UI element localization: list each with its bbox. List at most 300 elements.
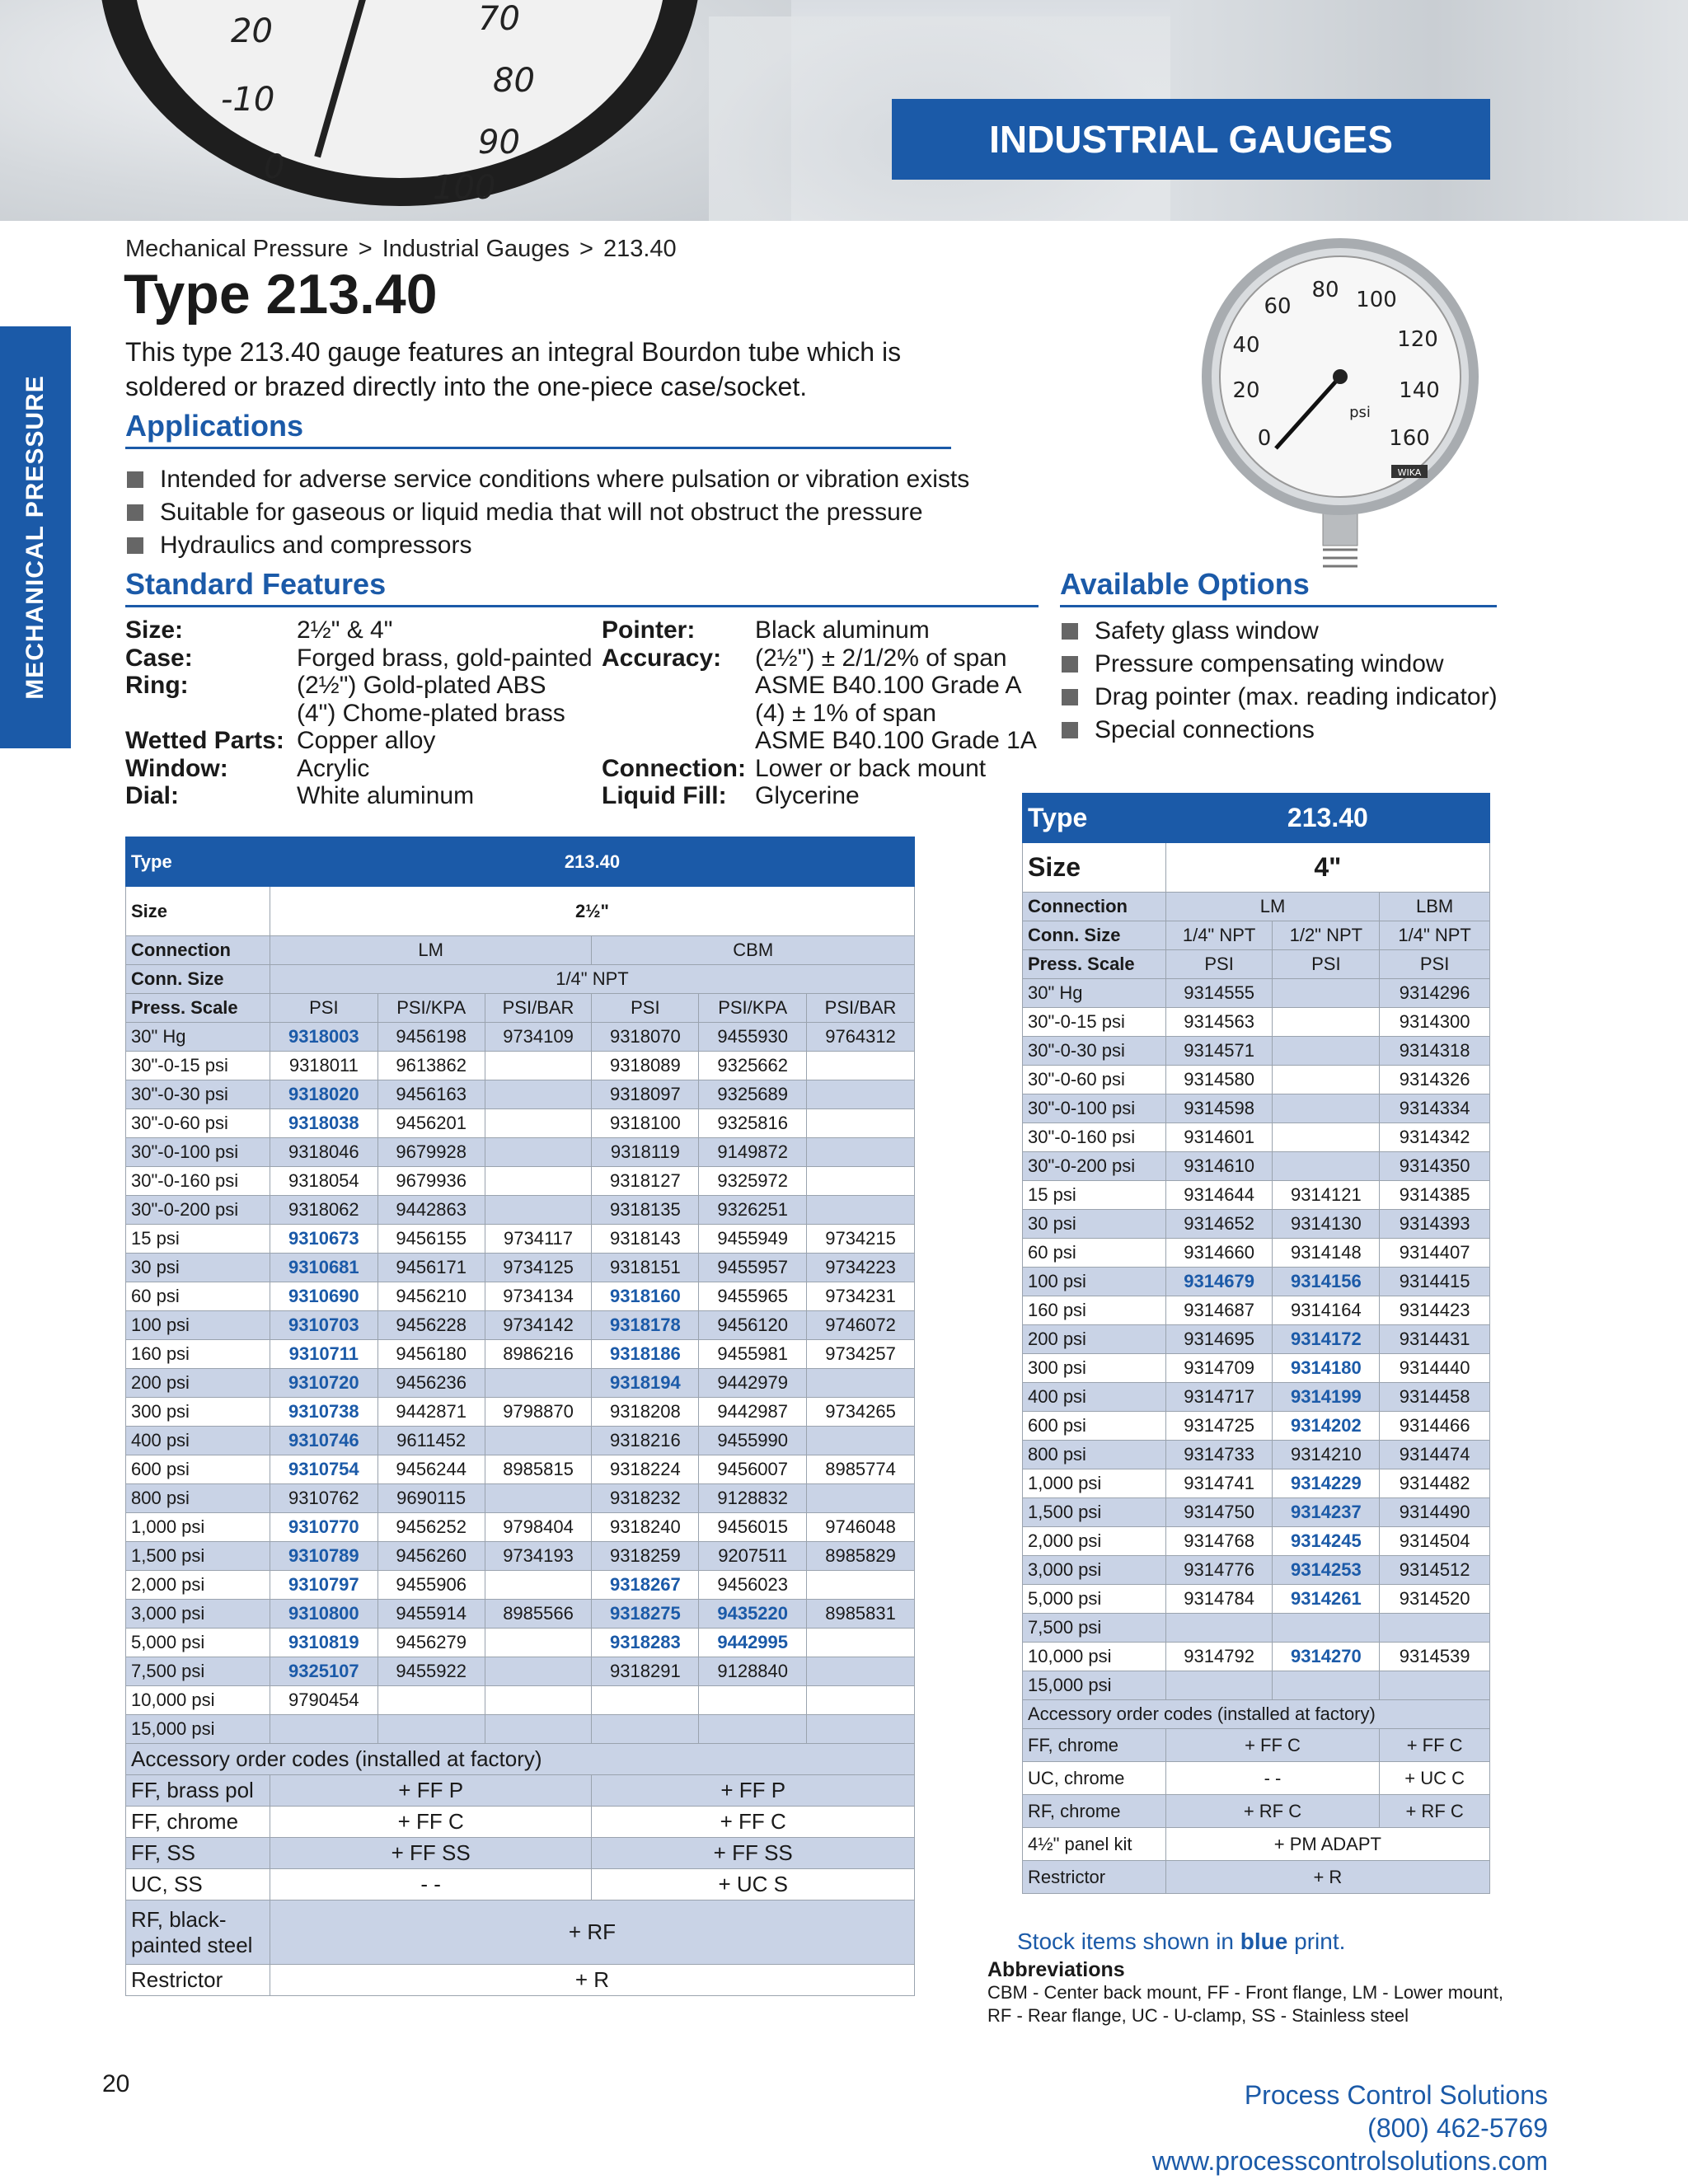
breadcrumb (125, 236, 677, 263)
table-row (1023, 979, 1490, 1008)
part-number-cell (807, 1167, 915, 1196)
abbreviations-text: CBM - Center back mount, FF - Front flange, LM - Lower mount, RF - Rear flange, UC - U-clamp, SS - Stainless steel (987, 1982, 1503, 2026)
part-number-cell (1273, 1152, 1380, 1181)
part-number-cell: 9455957 (699, 1254, 807, 1282)
part-number-cell: 9314539 (1380, 1643, 1490, 1671)
scale-cell: 300 psi (126, 1398, 270, 1427)
part-number-cell (807, 1138, 915, 1167)
press-scale-value: PSI (270, 994, 377, 1023)
part-number-cell: 9314512 (1380, 1556, 1490, 1585)
part-number-cell: 9318151 (592, 1254, 699, 1282)
part-number-cell: 9310720 (270, 1369, 377, 1398)
part-number-cell (485, 1109, 592, 1138)
footer-url[interactable]: www.processcontrolsolutions.com (1151, 2146, 1548, 2176)
press-scale-value: PSI (1273, 950, 1380, 979)
part-number-cell: 9314270 (1273, 1643, 1380, 1671)
type-value: 213.40 (270, 837, 914, 887)
type-value: 213.40 (1165, 794, 1489, 843)
part-number-cell: 8985815 (485, 1455, 592, 1484)
part-number-cell: 9318097 (592, 1080, 699, 1109)
list-item: Suitable for gaseous or liquid media that will not obstruct the pressure (125, 496, 969, 529)
scale-cell: 3,000 psi (1023, 1556, 1166, 1585)
page-number: 20 (102, 2070, 130, 2097)
part-number-cell: 9314792 (1165, 1643, 1273, 1671)
part-number-cell: 9314300 (1380, 1008, 1490, 1037)
accessory-code: + FF SS (592, 1838, 915, 1869)
feature-label: Connection: (602, 754, 746, 782)
scale-cell: 7,500 psi (1023, 1614, 1166, 1643)
part-number-cell: 9314326 (1380, 1066, 1490, 1094)
part-number-cell: 9318216 (592, 1427, 699, 1455)
accessory-code: + UC C (1380, 1762, 1490, 1795)
banner-gauge-num: 90 (478, 124, 520, 162)
part-number-cell: 9325107 (270, 1657, 377, 1686)
part-number-cell: 9790454 (270, 1686, 377, 1715)
connection-value: LBM (1380, 893, 1490, 921)
part-number-cell: 9310762 (270, 1484, 377, 1513)
part-number-cell: 9318186 (592, 1340, 699, 1369)
table-row (1023, 1527, 1490, 1556)
part-number-cell (485, 1427, 592, 1455)
connection-label: Connection (1023, 893, 1166, 921)
part-number-cell: 9310754 (270, 1455, 377, 1484)
part-number-cell: 9455930 (699, 1023, 807, 1052)
part-number-cell: 9314334 (1380, 1094, 1490, 1123)
part-number-cell: 9314385 (1380, 1181, 1490, 1210)
part-number-cell: 9442871 (377, 1398, 485, 1427)
part-number-cell (485, 1138, 592, 1167)
table-row (126, 1571, 915, 1600)
scale-cell: 300 psi (1023, 1354, 1166, 1383)
list-item: Safety glass window (1060, 615, 1498, 648)
scale-cell: 200 psi (1023, 1325, 1166, 1354)
accessory-heading: Accessory order codes (installed at factory) (126, 1744, 915, 1775)
stock-note-text: Stock items shown in (1017, 1929, 1240, 1954)
part-number-cell: 9314652 (1165, 1210, 1273, 1239)
part-number-cell (592, 1715, 699, 1744)
part-number-cell: 9314709 (1165, 1354, 1273, 1383)
part-number-cell: 9318283 (592, 1629, 699, 1657)
accessory-code: + FF C (1165, 1729, 1380, 1762)
part-number-cell (1273, 1094, 1380, 1123)
part-number-cell: 9314245 (1273, 1527, 1380, 1556)
type-label: Type (1023, 794, 1166, 843)
part-number-cell: 9314172 (1273, 1325, 1380, 1354)
scale-cell: 10,000 psi (126, 1686, 270, 1715)
part-number-cell: 9318232 (592, 1484, 699, 1513)
part-number-cell: 9314741 (1165, 1469, 1273, 1498)
part-number-cell: 9318127 (592, 1167, 699, 1196)
part-number-cell: 9325816 (699, 1109, 807, 1138)
side-section-tab (0, 326, 71, 748)
part-number-cell: 9318178 (592, 1311, 699, 1340)
table-row (126, 1715, 915, 1744)
accessory-row (126, 1965, 915, 1996)
feature-value: Glycerine (755, 782, 860, 809)
table-row (126, 1427, 915, 1455)
accessory-code: + PM ADAPT (1165, 1828, 1489, 1861)
scale-cell: 1,000 psi (126, 1513, 270, 1542)
feature-label: Case: (125, 644, 193, 672)
table-row (126, 1600, 915, 1629)
table-row (1023, 1094, 1490, 1123)
scale-cell: 15 psi (1023, 1181, 1166, 1210)
feature-value: Black aluminum (755, 616, 930, 644)
part-number-cell: 9314474 (1380, 1441, 1490, 1469)
table-row (126, 1369, 915, 1398)
part-number-cell (485, 1686, 592, 1715)
photo-thread (1323, 550, 1357, 566)
part-number-cell: 9746072 (807, 1311, 915, 1340)
part-number-cell: 9314458 (1380, 1383, 1490, 1412)
dial-number: 100 (1356, 288, 1397, 312)
breadcrumb-separator: > (579, 236, 593, 262)
size-label: Size (126, 887, 270, 936)
intro-text: This type 213.40 gauge features an integral Bourdon tube which is soldered or brazed directly into the one-piece case/socket. (125, 337, 902, 401)
part-number-cell: 9310797 (270, 1571, 377, 1600)
breadcrumb-item[interactable]: Mechanical Pressure (125, 236, 349, 262)
scale-cell: 10,000 psi (1023, 1643, 1166, 1671)
part-number-cell (807, 1686, 915, 1715)
scale-cell: 30"-0-60 psi (126, 1109, 270, 1138)
feature-label (602, 727, 755, 755)
table-size-row (1023, 843, 1490, 893)
table-row (1023, 1354, 1490, 1383)
feature-value: (2½") ± 2/1/2% of span (755, 644, 1007, 672)
part-number-cell (699, 1715, 807, 1744)
part-number-cell: 9442995 (699, 1629, 807, 1657)
scale-cell: 2,000 psi (126, 1571, 270, 1600)
press-scale-value: PSI/KPA (699, 994, 807, 1023)
part-number-cell (1273, 1614, 1380, 1643)
press-scale-value: PSI/BAR (485, 994, 592, 1023)
feature-label (602, 672, 755, 700)
part-number-cell: 9456201 (377, 1109, 485, 1138)
scale-cell: 30"-0-100 psi (1023, 1094, 1166, 1123)
breadcrumb-separator: > (358, 236, 373, 262)
feature-label: Liquid Fill: (602, 782, 727, 809)
accessory-name: FF, chrome (126, 1807, 270, 1838)
part-number-cell: 9318070 (592, 1023, 699, 1052)
scale-cell: 30 psi (1023, 1210, 1166, 1239)
dial-number: 60 (1264, 294, 1292, 319)
scale-cell: 160 psi (126, 1340, 270, 1369)
part-number-cell (485, 1657, 592, 1686)
accessory-code: + R (1165, 1861, 1489, 1894)
standard-features-heading: Standard Features (125, 567, 1039, 607)
breadcrumb-item: 213.40 (603, 236, 677, 262)
dial-number: 20 (1232, 378, 1260, 403)
part-number-cell: 9318267 (592, 1571, 699, 1600)
table-row (1023, 1037, 1490, 1066)
part-number-cell: 9442863 (377, 1196, 485, 1225)
part-number-cell: 9310703 (270, 1311, 377, 1340)
table-row (1023, 1008, 1490, 1037)
table-row (1023, 1671, 1490, 1700)
table-row (1023, 1296, 1490, 1325)
conn-size-value: 1/2" NPT (1273, 921, 1380, 950)
banner-gauge-num: -10 (221, 81, 275, 119)
part-number-cell (1165, 1614, 1273, 1643)
part-number-cell: 9318046 (270, 1138, 377, 1167)
table-row (126, 1657, 915, 1686)
part-number-cell: 9456023 (699, 1571, 807, 1600)
part-number-cell: 9314148 (1273, 1239, 1380, 1268)
part-number-cell: 9456279 (377, 1629, 485, 1657)
table-row (126, 1254, 915, 1282)
part-number-cell: 9456198 (377, 1023, 485, 1052)
part-number-cell: 8985829 (807, 1542, 915, 1571)
part-number-cell: 9318020 (270, 1080, 377, 1109)
accessory-code: + FF C (1380, 1729, 1490, 1762)
part-number-cell: 8985566 (485, 1600, 592, 1629)
table-type-row (1023, 794, 1490, 843)
scale-cell: 400 psi (126, 1427, 270, 1455)
part-number-cell: 9314156 (1273, 1268, 1380, 1296)
conn-size-label: Conn. Size (1023, 921, 1166, 950)
part-number-cell: 9310690 (270, 1282, 377, 1311)
table-row (1023, 1585, 1490, 1614)
accessory-row (126, 1869, 915, 1900)
list-item: Hydraulics and compressors (125, 529, 969, 562)
standard-features-table (125, 616, 1037, 810)
table-conn-size-row (126, 965, 915, 994)
part-number-cell: 9310681 (270, 1254, 377, 1282)
feature-value: Copper alloy (297, 727, 436, 754)
part-number-cell: 9207511 (699, 1542, 807, 1571)
scale-cell: 400 psi (1023, 1383, 1166, 1412)
feature-label (125, 700, 297, 728)
press-scale-value: PSI (1165, 950, 1273, 979)
part-number-cell (485, 1629, 592, 1657)
table-conn-size-row (1023, 921, 1490, 950)
part-number-cell: 9314482 (1380, 1469, 1490, 1498)
table-row (126, 1398, 915, 1427)
accessory-name: FF, chrome (1023, 1729, 1166, 1762)
part-number-cell: 9325662 (699, 1052, 807, 1080)
part-number-cell: 9734117 (485, 1225, 592, 1254)
part-number-cell (807, 1109, 915, 1138)
part-number-cell: 9798870 (485, 1398, 592, 1427)
accessory-code: + FF C (270, 1807, 592, 1838)
breadcrumb-item[interactable]: Industrial Gauges (382, 236, 570, 262)
scale-cell: 15 psi (126, 1225, 270, 1254)
scale-cell: 30"-0-160 psi (126, 1167, 270, 1196)
part-number-cell (807, 1571, 915, 1600)
part-number-cell: 9314130 (1273, 1210, 1380, 1239)
part-number-cell: 9310673 (270, 1225, 377, 1254)
part-number-cell (485, 1369, 592, 1398)
part-number-cell: 9318291 (592, 1657, 699, 1686)
accessory-code: + R (270, 1965, 914, 1996)
accessory-code: + RF C (1165, 1795, 1380, 1828)
feature-label: Dial: (125, 782, 180, 809)
scale-cell: 30"-0-100 psi (126, 1138, 270, 1167)
part-number-cell: 9314601 (1165, 1123, 1273, 1152)
feature-label: Window: (125, 754, 228, 782)
part-number-cell: 9314610 (1165, 1152, 1273, 1181)
scale-cell: 30"-0-200 psi (126, 1196, 270, 1225)
list-item: Intended for adverse service conditions where pulsation or vibration exists (125, 463, 969, 496)
part-number-cell: 9318240 (592, 1513, 699, 1542)
table-row (1023, 1498, 1490, 1527)
scale-cell: 160 psi (1023, 1296, 1166, 1325)
part-number-cell: 9455914 (377, 1600, 485, 1629)
scale-cell: 800 psi (1023, 1441, 1166, 1469)
accessory-row (126, 1838, 915, 1869)
table-row (1023, 1469, 1490, 1498)
part-number-cell: 9314768 (1165, 1527, 1273, 1556)
footer-contact (1152, 2079, 1548, 2177)
part-number-cell: 9734125 (485, 1254, 592, 1282)
scale-cell: 30"-0-15 psi (126, 1052, 270, 1080)
press-scale-label: Press. Scale (126, 994, 270, 1023)
feature-label: Ring: (125, 672, 189, 699)
accessory-name: RF, chrome (1023, 1795, 1166, 1828)
table-row (126, 1196, 915, 1225)
part-number-cell: 9314520 (1380, 1585, 1490, 1614)
dial-number: 40 (1232, 333, 1260, 358)
banner-gauge-num: 80 (493, 62, 535, 100)
part-number-cell: 9325689 (699, 1080, 807, 1109)
accessory-name: UC, chrome (1023, 1762, 1166, 1795)
part-number-cell: 9734257 (807, 1340, 915, 1369)
part-number-cell: 9314784 (1165, 1585, 1273, 1614)
table-row (1023, 1325, 1490, 1354)
part-number-cell (699, 1686, 807, 1715)
dial-number: 120 (1397, 327, 1438, 352)
part-number-cell: 9310770 (270, 1513, 377, 1542)
part-number-cell: 9314440 (1380, 1354, 1490, 1383)
part-number-cell (592, 1686, 699, 1715)
part-number-cell: 9314571 (1165, 1037, 1273, 1066)
part-number-cell: 9456244 (377, 1455, 485, 1484)
part-number-cell: 9314555 (1165, 979, 1273, 1008)
photo-brand-label: WIKA (1397, 467, 1422, 478)
accessory-code: - - (1165, 1762, 1380, 1795)
scale-cell: 2,000 psi (1023, 1527, 1166, 1556)
part-number-cell: 9310800 (270, 1600, 377, 1629)
part-number-cell (377, 1686, 485, 1715)
part-number-cell: 9128840 (699, 1657, 807, 1686)
part-number-cell: 9435220 (699, 1600, 807, 1629)
part-number-cell: 8986216 (485, 1340, 592, 1369)
scale-cell: 30"-0-30 psi (1023, 1037, 1166, 1066)
table-row (126, 1282, 915, 1311)
feature-label: Size: (125, 616, 184, 644)
feature-value: Forged brass, gold-painted (297, 644, 593, 672)
feature-value: (4) ± 1% of span (755, 699, 936, 727)
part-number-cell: 9456120 (699, 1311, 807, 1340)
part-number-cell: 9318194 (592, 1369, 699, 1398)
part-number-cell: 9734134 (485, 1282, 592, 1311)
accessory-heading-row (126, 1744, 915, 1775)
part-number-cell: 9442987 (699, 1398, 807, 1427)
accessory-code: + RF C (1380, 1795, 1490, 1828)
banner-gauge-image (99, 0, 701, 206)
part-number-cell (1380, 1671, 1490, 1700)
feature-value: ASME B40.100 Grade A (755, 672, 1022, 699)
part-number-cell: 9314679 (1165, 1268, 1273, 1296)
scale-cell: 30" Hg (126, 1023, 270, 1052)
accessory-row (126, 1900, 915, 1965)
scale-cell: 1,000 psi (1023, 1469, 1166, 1498)
table-row (126, 1340, 915, 1369)
part-number-cell: 9734215 (807, 1225, 915, 1254)
scale-cell: 100 psi (1023, 1268, 1166, 1296)
part-number-cell: 9734193 (485, 1542, 592, 1571)
part-number-cell: 9318208 (592, 1398, 699, 1427)
feature-value: (4") Chome-plated brass (297, 699, 565, 727)
scale-cell: 60 psi (1023, 1239, 1166, 1268)
accessory-code: + UC S (592, 1869, 915, 1900)
part-number-cell: 9314644 (1165, 1181, 1273, 1210)
part-number-cell: 9456180 (377, 1340, 485, 1369)
accessory-code: - - (270, 1869, 592, 1900)
part-number-cell (807, 1657, 915, 1686)
part-number-cell: 9149872 (699, 1138, 807, 1167)
part-number-cell (485, 1167, 592, 1196)
banner-gauge-num: 70 (478, 0, 520, 38)
part-number-cell: 9318089 (592, 1052, 699, 1080)
part-number-cell: 9314261 (1273, 1585, 1380, 1614)
scale-cell: 30" Hg (1023, 979, 1166, 1008)
scale-cell: 5,000 psi (126, 1629, 270, 1657)
part-number-cell: 9318275 (592, 1600, 699, 1629)
part-number-cell (1380, 1614, 1490, 1643)
scale-cell: 600 psi (126, 1455, 270, 1484)
feature-label (602, 700, 755, 728)
part-number-cell: 9314393 (1380, 1210, 1490, 1239)
available-options-heading: Available Options (1060, 567, 1497, 607)
scale-cell: 800 psi (126, 1484, 270, 1513)
accessory-name: RF, black-painted steel (126, 1900, 270, 1965)
part-number-cell: 9314431 (1380, 1325, 1490, 1354)
feature-value: Acrylic (297, 754, 370, 782)
part-number-cell: 9314407 (1380, 1239, 1490, 1268)
feature-value: (2½") Gold-plated ABS (297, 672, 546, 699)
part-number-cell: 9318160 (592, 1282, 699, 1311)
table-row (126, 1629, 915, 1657)
footer-phone: (800) 462-5769 (1367, 2113, 1548, 2143)
scale-cell: 30"-0-160 psi (1023, 1123, 1166, 1152)
part-number-cell (807, 1484, 915, 1513)
part-number-cell: 8985831 (807, 1600, 915, 1629)
product-photo (1195, 232, 1484, 570)
conn-size-value: 1/4" NPT (1380, 921, 1490, 950)
part-number-cell: 9456155 (377, 1225, 485, 1254)
part-number-cell: 8985774 (807, 1455, 915, 1484)
list-item: Special connections (1060, 714, 1498, 747)
page-title: Type 213.40 (124, 263, 438, 326)
part-number-cell (485, 1080, 592, 1109)
part-number-cell: 9318054 (270, 1167, 377, 1196)
part-number-cell: 9456007 (699, 1455, 807, 1484)
part-number-cell: 9734231 (807, 1282, 915, 1311)
accessory-row (1023, 1861, 1490, 1894)
part-number-cell: 9314687 (1165, 1296, 1273, 1325)
connection-label: Connection (126, 936, 270, 965)
scale-cell: 30"-0-30 psi (126, 1080, 270, 1109)
part-number-cell: 9128832 (699, 1484, 807, 1513)
part-number-cell: 9455981 (699, 1340, 807, 1369)
part-number-cell: 9455965 (699, 1282, 807, 1311)
part-number-cell: 9310789 (270, 1542, 377, 1571)
part-number-cell: 9314733 (1165, 1441, 1273, 1469)
part-number-cell (807, 1052, 915, 1080)
applications-heading: Applications (125, 409, 951, 449)
part-number-cell: 9314237 (1273, 1498, 1380, 1527)
